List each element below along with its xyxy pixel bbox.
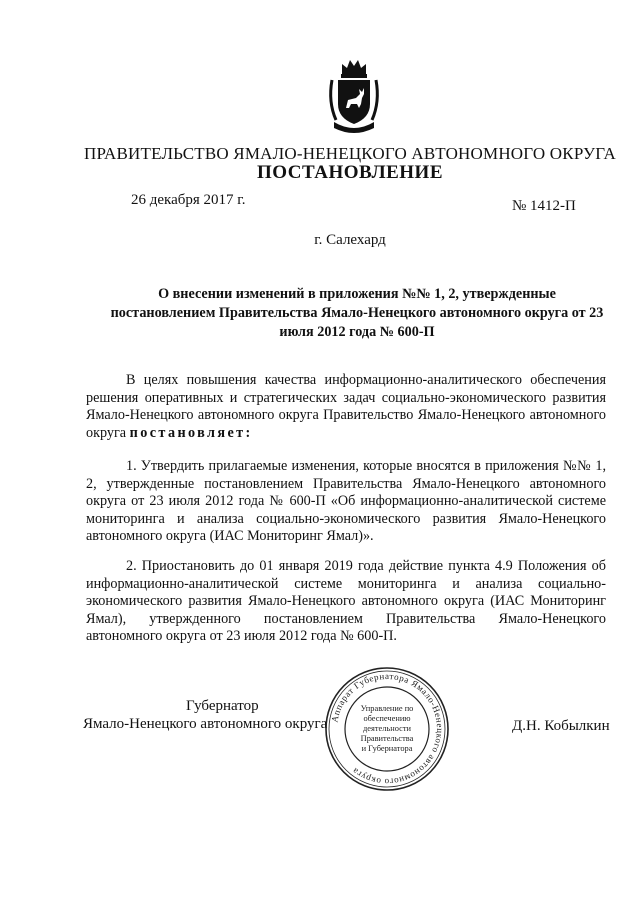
stamp-line-4: Правительства [360, 734, 414, 743]
item-1-text: 1. Утвердить прилагаемые изменения, которые вносятся в приложения №№ 1, 2, утвержденные постановлением Правительства Ямало-Ненецкого автономного округа от 23 июля 2012 года № 600-П «Об информационно-аналитической системе мониторинга и анализа социально-экономического развития Ямало-Ненецкого автономного округа (ИАС Мониторинг Ямал)». [86, 458, 606, 544]
paragraph-preamble [86, 372, 606, 442]
stamp-line-2: обеспечению [363, 714, 411, 723]
paragraph-item-2 [86, 558, 606, 646]
organization-name: ПРАВИТЕЛЬСТВО ЯМАЛО-НЕНЕЦКОГО АВТОНОМНОГО ОКРУГА [84, 144, 616, 163]
document-city: г. Салехард [314, 232, 386, 248]
item-2-text: 2. Приостановить до 01 января 2019 года действие пункта 4.9 Положения об информационно-аналитической системе мониторинга и анализа социально-экономического развития Ямало-Ненецкого автономного округа (ИАС Мониторинг Ямал), утвержденного постановлением Правительства Ямало-Ненецкого автономного округа от 23 июля 2012 года № 600-П. [86, 558, 606, 644]
signatory-org: Ямало-Ненецкого автономного округа [83, 716, 328, 732]
document-number: № 1412-П [512, 198, 576, 214]
signatory-name: Д.Н. Кобылкин [512, 718, 610, 734]
document-date: 26 декабря 2017 г. [131, 192, 246, 208]
signatory-title: Губернатор [186, 698, 259, 714]
stamp-line-3: деятельности [363, 724, 411, 733]
document-type: ПОСТАНОВЛЕНИЕ [256, 162, 444, 183]
official-stamp [323, 665, 451, 793]
preamble-text: В целях повышения качества информационно-аналитического обеспечения решения оперативных и стратегических задач социально-экономического развития Ямало-Ненецкого автономного округа Правительство Ямало-Ненецкого автономного округа [86, 372, 606, 441]
paragraph-item-1 [86, 458, 606, 546]
stamp-ring-text: Аппарат Губернатора Ямало-Ненецкого автономного округа [329, 670, 446, 788]
preamble-emphasis: постановляет: [129, 424, 253, 441]
yamal-coat-of-arms-icon [326, 56, 382, 136]
stamp-line-5: и Губернатора [361, 744, 413, 753]
document-title: О внесении изменений в приложения №№ 1, 2, утвержденные постановлением Правительства Ямало-Ненецкого автономного округа от 23 июля 2012 года № 600-П [110, 286, 604, 340]
stamp-line-1: Управление по [360, 704, 414, 713]
